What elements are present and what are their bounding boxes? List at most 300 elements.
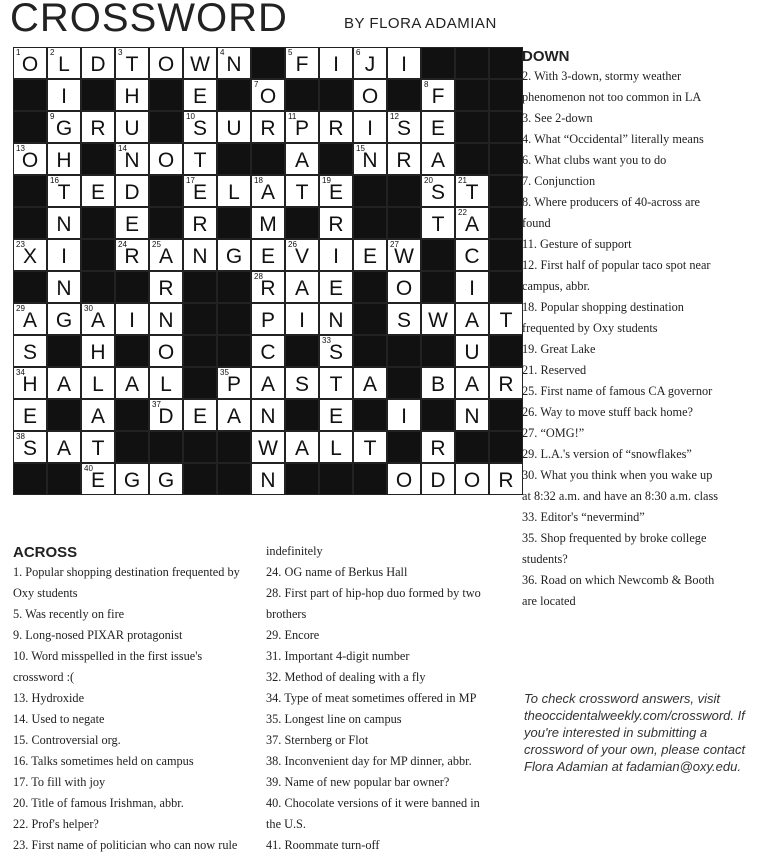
black-square xyxy=(251,143,285,175)
cell-letter: L xyxy=(330,437,342,460)
grid-cell[interactable] xyxy=(319,271,353,303)
grid-cell[interactable] xyxy=(81,175,115,207)
cell-letter: N xyxy=(226,53,242,76)
cell-letter: A xyxy=(464,373,479,396)
black-square xyxy=(149,111,183,143)
cell-letter: N xyxy=(328,309,344,332)
grid-cell[interactable] xyxy=(353,367,387,399)
cell-letter: T xyxy=(499,309,513,332)
grid-cell[interactable] xyxy=(47,239,81,271)
cell-letter: D xyxy=(124,181,140,204)
black-square xyxy=(47,399,81,431)
grid-cell[interactable] xyxy=(81,463,115,495)
clue-line: 28. First part of hip-hop duo formed by two xyxy=(266,586,481,600)
cell-letter: A xyxy=(56,373,71,396)
black-square xyxy=(217,463,251,495)
grid-cell[interactable] xyxy=(455,367,489,399)
cell-letter: E xyxy=(192,405,207,428)
cell-letter: E xyxy=(90,469,105,492)
clue-number: 23 xyxy=(16,240,25,249)
grid-cell[interactable] xyxy=(387,399,421,431)
clue-line: 41. Roommate turn-off xyxy=(266,838,380,852)
cell-letter: A xyxy=(362,373,377,396)
cell-letter: H xyxy=(124,85,140,108)
grid-cell[interactable] xyxy=(319,367,353,399)
clue-number: 5 xyxy=(288,48,293,57)
clue-line: 9. Long-nosed PIXAR protagonist xyxy=(13,628,183,642)
grid-cell[interactable] xyxy=(217,111,251,143)
clue-line: 38. Inconvenient day for MP dinner, abbr. xyxy=(266,754,472,768)
cell-letter: R xyxy=(260,277,276,300)
grid-cell[interactable] xyxy=(115,143,149,175)
clue-number: 17 xyxy=(186,176,195,185)
clue-line: 6. What clubs want you to do xyxy=(522,153,667,167)
grid-cell[interactable] xyxy=(285,175,319,207)
grid-cell[interactable] xyxy=(13,303,47,335)
grid-cell[interactable] xyxy=(115,207,149,239)
grid-cell[interactable] xyxy=(455,207,489,239)
clue-line: frequented by Oxy students xyxy=(522,321,658,335)
cell-letter: A xyxy=(294,437,309,460)
clue-number: 11 xyxy=(288,112,297,121)
grid-cell[interactable] xyxy=(285,111,319,143)
grid-cell[interactable] xyxy=(285,431,319,463)
cell-letter: H xyxy=(56,149,72,172)
cell-letter: P xyxy=(226,373,241,396)
grid-cell[interactable] xyxy=(47,367,81,399)
grid-cell[interactable] xyxy=(47,271,81,303)
grid-cell[interactable] xyxy=(285,271,319,303)
cell-letter: D xyxy=(430,469,446,492)
grid-cell[interactable] xyxy=(183,143,217,175)
clue-number: 37 xyxy=(152,400,161,409)
grid-cell[interactable] xyxy=(387,239,421,271)
grid-cell[interactable] xyxy=(455,303,489,335)
black-square xyxy=(489,271,523,303)
clue-number: 40 xyxy=(84,464,93,473)
grid-cell[interactable] xyxy=(421,207,455,239)
black-square xyxy=(455,143,489,175)
clue-line: 16. Talks sometimes held on campus xyxy=(13,754,194,768)
cell-letter: S xyxy=(396,117,411,140)
grid-cell[interactable] xyxy=(251,335,285,367)
grid-cell[interactable] xyxy=(421,303,455,335)
clue-number: 12 xyxy=(390,112,399,121)
down-clues xyxy=(522,48,762,612)
cell-letter: F xyxy=(431,85,445,108)
clue-line: 7. Conjunction xyxy=(522,174,596,188)
grid-cell[interactable] xyxy=(183,207,217,239)
grid-cell[interactable] xyxy=(47,111,81,143)
grid-cell[interactable] xyxy=(13,399,47,431)
clue-number: 33 xyxy=(322,336,331,345)
clue-number: 1 xyxy=(16,48,21,57)
black-square xyxy=(387,79,421,111)
grid-cell[interactable] xyxy=(13,143,47,175)
cell-letter: S xyxy=(294,373,309,396)
black-square xyxy=(353,399,387,431)
grid-cell[interactable] xyxy=(421,79,455,111)
cell-letter: F xyxy=(295,53,309,76)
black-square xyxy=(489,431,523,463)
cell-letter: A xyxy=(124,373,139,396)
across-clues-continued xyxy=(266,541,506,856)
clue-line: 29. L.A.'s version of “snowflakes” xyxy=(522,447,692,461)
cell-letter: R xyxy=(498,469,514,492)
clue-line: 36. Road on which Newcomb & Booth xyxy=(522,573,715,587)
grid-cell[interactable] xyxy=(149,399,183,431)
grid-cell[interactable] xyxy=(13,239,47,271)
grid-cell[interactable] xyxy=(13,431,47,463)
across-heading: ACROSS xyxy=(13,544,78,561)
clue-line: 30. What you think when you wake up xyxy=(522,468,713,482)
grid-cell[interactable] xyxy=(353,239,387,271)
grid-cell[interactable] xyxy=(353,111,387,143)
clue-number: 34 xyxy=(16,368,25,377)
black-square xyxy=(387,367,421,399)
cell-letter: W xyxy=(428,309,448,332)
cell-letter: R xyxy=(90,117,106,140)
black-square xyxy=(149,431,183,463)
cell-letter: R xyxy=(430,437,446,460)
clue-line: 5. Was recently on fire xyxy=(13,607,125,621)
cell-letter: P xyxy=(294,117,309,140)
cell-letter: T xyxy=(295,181,309,204)
cell-letter: P xyxy=(260,309,275,332)
black-square xyxy=(489,47,523,79)
cell-letter: L xyxy=(160,373,172,396)
clue-line: 33. Editor's “nevermind” xyxy=(522,510,645,524)
grid-cell[interactable] xyxy=(115,111,149,143)
grid-cell[interactable] xyxy=(149,271,183,303)
black-square xyxy=(217,207,251,239)
grid-cell[interactable] xyxy=(115,47,149,79)
grid-cell[interactable] xyxy=(319,399,353,431)
grid-cell[interactable] xyxy=(319,431,353,463)
grid-cell[interactable] xyxy=(81,47,115,79)
grid-cell[interactable] xyxy=(13,367,47,399)
grid-cell[interactable] xyxy=(251,463,285,495)
black-square xyxy=(13,271,47,303)
across-clues xyxy=(13,544,253,856)
black-square xyxy=(81,79,115,111)
grid-cell[interactable] xyxy=(387,303,421,335)
clue-number: 21 xyxy=(458,176,467,185)
cell-letter: E xyxy=(22,405,37,428)
cell-letter: I xyxy=(401,53,407,76)
cell-letter: A xyxy=(430,149,445,172)
grid-cell[interactable] xyxy=(217,47,251,79)
author-byline: BY FLORA ADAMIAN xyxy=(344,15,497,32)
grid-cell[interactable] xyxy=(115,463,149,495)
black-square xyxy=(115,271,149,303)
black-square xyxy=(183,463,217,495)
answers-note: To check crossword answers, visit theoccidentalweekly.com/crossword. If you're interested in submitting a crossword of your own, please contact Flora Adamian at fadamian@oxy.edu. xyxy=(524,691,746,774)
cell-letter: S xyxy=(192,117,207,140)
grid-cell[interactable] xyxy=(217,367,251,399)
grid-cell[interactable] xyxy=(285,47,319,79)
clue-number: 27 xyxy=(390,240,399,249)
clue-line: 35. Longest line on campus xyxy=(266,712,402,726)
grid-cell[interactable] xyxy=(421,111,455,143)
cell-letter: N xyxy=(192,245,208,268)
black-square xyxy=(81,207,115,239)
clue-number: 16 xyxy=(50,176,59,185)
grid-cell[interactable] xyxy=(183,175,217,207)
black-square xyxy=(319,143,353,175)
black-square xyxy=(353,271,387,303)
grid-cell[interactable] xyxy=(421,431,455,463)
cell-letter: G xyxy=(157,469,175,492)
cell-letter: A xyxy=(22,309,37,332)
grid-cell[interactable] xyxy=(115,79,149,111)
grid-cell[interactable] xyxy=(183,111,217,143)
grid-cell[interactable] xyxy=(81,431,115,463)
grid-cell[interactable] xyxy=(115,367,149,399)
cell-letter: E xyxy=(260,245,275,268)
cell-letter: S xyxy=(22,341,37,364)
grid-cell[interactable] xyxy=(47,303,81,335)
cell-letter: D xyxy=(90,53,106,76)
grid-cell[interactable] xyxy=(251,207,285,239)
clue-number: 19 xyxy=(322,176,331,185)
grid-cell[interactable] xyxy=(81,111,115,143)
grid-cell[interactable] xyxy=(387,271,421,303)
cell-letter: O xyxy=(395,277,413,300)
cell-letter: H xyxy=(90,341,106,364)
grid-cell[interactable] xyxy=(251,367,285,399)
clue-line: brothers xyxy=(266,607,307,621)
clue-line: 8. Where producers of 40-across are xyxy=(522,195,700,209)
black-square xyxy=(217,143,251,175)
grid-cell[interactable] xyxy=(353,143,387,175)
grid-cell[interactable] xyxy=(285,143,319,175)
grid-cell[interactable] xyxy=(81,303,115,335)
grid-cell[interactable] xyxy=(149,239,183,271)
grid-cell[interactable] xyxy=(47,143,81,175)
grid-cell[interactable] xyxy=(251,303,285,335)
grid-cell[interactable] xyxy=(217,399,251,431)
grid-cell[interactable] xyxy=(285,303,319,335)
clue-number: 2 xyxy=(50,48,55,57)
grid-cell[interactable] xyxy=(455,271,489,303)
black-square xyxy=(387,335,421,367)
cell-letter: I xyxy=(333,53,339,76)
grid-cell[interactable] xyxy=(319,335,353,367)
grid-cell[interactable] xyxy=(387,143,421,175)
grid-cell[interactable] xyxy=(421,175,455,207)
grid-cell[interactable] xyxy=(81,367,115,399)
clue-line: 26. Way to move stuff back home? xyxy=(522,405,694,419)
grid-cell[interactable] xyxy=(149,463,183,495)
grid-cell[interactable] xyxy=(217,239,251,271)
cell-letter: D xyxy=(158,405,174,428)
grid-cell[interactable] xyxy=(455,175,489,207)
grid-cell[interactable] xyxy=(489,303,523,335)
grid-cell[interactable] xyxy=(353,431,387,463)
grid-cell[interactable] xyxy=(251,239,285,271)
cell-letter: X xyxy=(22,245,37,268)
grid-cell[interactable] xyxy=(47,431,81,463)
grid-cell[interactable] xyxy=(251,271,285,303)
grid-cell[interactable] xyxy=(421,463,455,495)
black-square xyxy=(489,207,523,239)
grid-cell[interactable] xyxy=(81,399,115,431)
grid-cell[interactable] xyxy=(251,175,285,207)
black-square xyxy=(387,175,421,207)
clue-line: phenomenon not too common in LA xyxy=(522,90,702,104)
clue-line: the U.S. xyxy=(266,817,306,831)
clue-number: 29 xyxy=(16,304,25,313)
clue-line: 15. Controversial org. xyxy=(13,733,121,747)
black-square xyxy=(149,207,183,239)
clue-line: Oxy students xyxy=(13,586,78,600)
black-square xyxy=(115,335,149,367)
clue-line: crossword :( xyxy=(13,670,75,684)
grid-cell[interactable] xyxy=(183,399,217,431)
grid-cell[interactable] xyxy=(421,367,455,399)
black-square xyxy=(455,47,489,79)
clue-number: 8 xyxy=(424,80,429,89)
cell-letter: A xyxy=(294,277,309,300)
grid-cell[interactable] xyxy=(319,303,353,335)
grid-cell[interactable] xyxy=(251,111,285,143)
clue-number: 18 xyxy=(254,176,263,185)
grid-cell[interactable] xyxy=(115,303,149,335)
clue-line: 31. Important 4-digit number xyxy=(266,649,410,663)
grid-cell[interactable] xyxy=(13,335,47,367)
cell-letter: B xyxy=(430,373,445,396)
grid-cell[interactable] xyxy=(217,175,251,207)
grid-cell[interactable] xyxy=(183,79,217,111)
cell-letter: A xyxy=(260,373,275,396)
clue-number: 6 xyxy=(356,48,361,57)
grid-cell[interactable] xyxy=(387,463,421,495)
clue-line: 21. Reserved xyxy=(522,363,587,377)
cell-letter: T xyxy=(465,181,479,204)
grid-cell[interactable] xyxy=(285,367,319,399)
clue-number: 3 xyxy=(118,48,123,57)
clue-line: 39. Name of new popular bar owner? xyxy=(266,775,450,789)
clue-line: 23. First name of politician who can now rule xyxy=(13,838,238,852)
cell-letter: R xyxy=(498,373,514,396)
cell-letter: E xyxy=(430,117,445,140)
cell-letter: A xyxy=(56,437,71,460)
clue-number: 38 xyxy=(16,432,25,441)
grid-cell[interactable] xyxy=(115,175,149,207)
cell-letter: O xyxy=(21,53,39,76)
black-square xyxy=(13,175,47,207)
grid-cell[interactable] xyxy=(353,47,387,79)
grid-cell[interactable] xyxy=(319,207,353,239)
grid-cell[interactable] xyxy=(455,463,489,495)
clue-line: 14. Used to negate xyxy=(13,712,105,726)
cell-letter: O xyxy=(21,149,39,172)
grid-cell[interactable] xyxy=(47,79,81,111)
black-square xyxy=(81,271,115,303)
cell-letter: J xyxy=(364,53,376,76)
clue-number: 10 xyxy=(186,112,195,121)
black-square xyxy=(489,79,523,111)
cell-letter: G xyxy=(225,245,243,268)
clue-line: 32. Method of dealing with a fly xyxy=(266,670,426,684)
black-square xyxy=(421,335,455,367)
grid-cell[interactable] xyxy=(183,239,217,271)
grid-cell[interactable] xyxy=(149,143,183,175)
clue-line: 18. Popular shopping destination xyxy=(522,300,684,314)
black-square xyxy=(183,431,217,463)
grid-cell[interactable] xyxy=(455,399,489,431)
grid-cell[interactable] xyxy=(251,399,285,431)
clue-line: 34. Type of meat sometimes offered in MP xyxy=(266,691,477,705)
clue-number: 26 xyxy=(288,240,297,249)
grid-cell[interactable] xyxy=(13,47,47,79)
cell-letter: O xyxy=(157,341,175,364)
grid-cell[interactable] xyxy=(489,463,523,495)
grid-cell[interactable] xyxy=(149,367,183,399)
black-square xyxy=(149,79,183,111)
grid-cell[interactable] xyxy=(319,175,353,207)
cell-letter: A xyxy=(90,405,105,428)
grid-cell[interactable] xyxy=(319,239,353,271)
clue-line: 40. Chocolate versions of it were banned in xyxy=(266,796,480,810)
cell-letter: E xyxy=(192,85,207,108)
black-square xyxy=(183,367,217,399)
black-square xyxy=(285,463,319,495)
grid-cell[interactable] xyxy=(47,175,81,207)
grid-cell[interactable] xyxy=(149,303,183,335)
grid-cell[interactable] xyxy=(47,207,81,239)
grid-cell[interactable] xyxy=(455,335,489,367)
grid-cell[interactable] xyxy=(455,239,489,271)
black-square xyxy=(183,271,217,303)
clue-number: 28 xyxy=(254,272,263,281)
grid-cell[interactable] xyxy=(353,79,387,111)
grid-cell[interactable] xyxy=(251,79,285,111)
grid-cell[interactable] xyxy=(387,111,421,143)
clue-line: 3. See 2-down xyxy=(522,111,593,125)
black-square xyxy=(489,175,523,207)
grid-cell[interactable] xyxy=(319,47,353,79)
cell-letter: N xyxy=(56,277,72,300)
black-square xyxy=(47,463,81,495)
grid-cell[interactable] xyxy=(319,111,353,143)
grid-cell[interactable] xyxy=(387,47,421,79)
cell-letter: A xyxy=(464,213,479,236)
cell-letter: L xyxy=(58,53,70,76)
grid-cell[interactable] xyxy=(115,239,149,271)
grid-cell[interactable] xyxy=(251,431,285,463)
clue-line: 1. Popular shopping destination frequented by xyxy=(13,565,240,579)
grid-cell[interactable] xyxy=(47,47,81,79)
cell-letter: R xyxy=(158,277,174,300)
grid-cell[interactable] xyxy=(285,239,319,271)
grid-cell[interactable] xyxy=(149,335,183,367)
cell-letter: N xyxy=(464,405,480,428)
cell-letter: O xyxy=(157,149,175,172)
grid-cell[interactable] xyxy=(183,47,217,79)
grid-cell[interactable] xyxy=(489,367,523,399)
grid-cell[interactable] xyxy=(81,335,115,367)
clue-number: 35 xyxy=(220,368,229,377)
clue-number: 22 xyxy=(458,208,467,217)
black-square xyxy=(251,47,285,79)
clue-line: 35. Shop frequented by broke college xyxy=(522,531,707,545)
grid-cell[interactable] xyxy=(149,47,183,79)
cell-letter: A xyxy=(158,245,173,268)
clue-line: 24. OG name of Berkus Hall xyxy=(266,565,408,579)
grid-cell[interactable] xyxy=(421,143,455,175)
